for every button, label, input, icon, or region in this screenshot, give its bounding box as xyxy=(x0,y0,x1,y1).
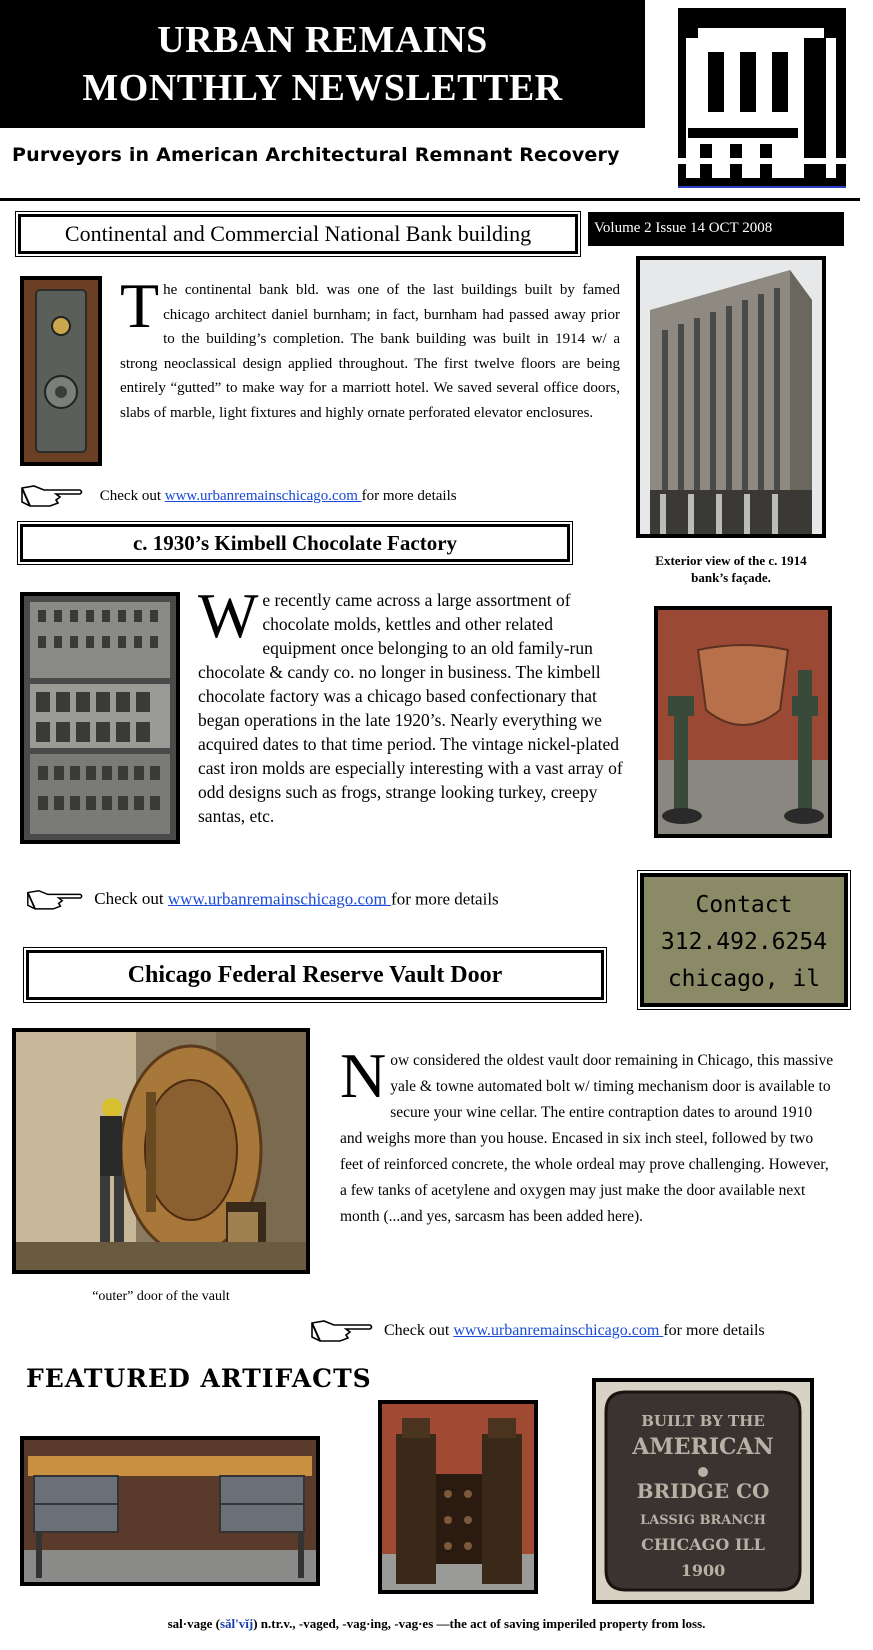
checkout-suffix: for more details xyxy=(391,889,499,909)
masthead xyxy=(0,0,645,128)
logo-building-image xyxy=(678,8,846,188)
section-heading-vault xyxy=(26,950,604,1000)
bridge-plaque-photo xyxy=(592,1378,814,1604)
office-door-photo xyxy=(20,276,102,466)
definition-text: ) n.tr.v., -vaged, -vag·ing, -vag·es —the act of saving imperiled property from loss. xyxy=(253,1616,706,1631)
section-title: Chicago Federal Reserve Vault Door xyxy=(127,962,503,988)
website-link[interactable]: www.urbanremainschicago.com xyxy=(167,889,392,909)
article-text: he continental bank bld. was one of the last buildings built by famed chicago architect daniel burnham; in fact, burnham had passed away prior to the building’s completion. The bank building was built in 1914 w/ a strong neoclassical design applied throughout. The first twelve floors are being entirely “gutted” to make way for a marriott hotel. We saved several office doors, slabs of marble, light fixtures and highly ornate perforated elevator enclosures. xyxy=(120,282,620,421)
checkout-suffix: for more details xyxy=(361,487,457,504)
industrial-desk-photo xyxy=(20,1436,320,1586)
chocolate-molds-photo xyxy=(20,592,180,844)
article-text: e recently came across a large assortment of chocolate molds, kettles and other related equipment once belonging to an old family-run chocolate & candy co. no longer in business. The kimbell chocolate factory was a chicago based confectionary that began operations in the late 1920’s. Nearly everything we acquired dates to that time period. The vintage nickel-plated cast iron molds are especially interesting with a vast array of odd designs such as frogs, strange looking turkey, creepy santas, etc. xyxy=(198,590,623,826)
checkout-prefix: Check out xyxy=(94,889,168,909)
plaque-line: BRIDGE CO xyxy=(636,1479,770,1503)
checkout-line-1 xyxy=(20,480,457,513)
volume-issue-bar: Volume 2 Issue 14 OCT 2008 xyxy=(588,212,844,246)
bank-building-photo xyxy=(636,256,826,538)
bank-photo-caption: Exterior view of the c. 1914 bank’s façade. xyxy=(655,553,807,585)
checkout-suffix: for more details xyxy=(663,1322,765,1340)
article-text: ow considered the oldest vault door remaining in Chicago, this massive yale & towne automated bolt w/ timing mechanism door is available to secure your wine cellar. The entire contraption dates to around 1910 and weighs more than you house. Encased in six inch steel, followed by two feet of reinforced concrete, the whole ordeal may prove challenging. However, a few tanks of acetylene and oxygen may just make the door available next month (...and yes, sarcasm has been added here). xyxy=(340,1052,834,1225)
section-title: Continental and Commercial National Bank building xyxy=(64,221,532,246)
tagline: Purveyors in American Architectural Remnant Recovery xyxy=(12,144,620,166)
vault-door-photo xyxy=(12,1028,310,1274)
vault-article-body xyxy=(340,1040,834,1230)
cast-iron-newel-posts-photo xyxy=(378,1400,538,1594)
plaque-line: LASSIG BRANCH xyxy=(640,1513,766,1528)
pointing-hand-icon xyxy=(26,884,84,917)
bank-article-body xyxy=(120,270,620,425)
pointing-hand-icon xyxy=(20,480,84,513)
definition-pronunciation: săl'vĭj xyxy=(219,1616,254,1631)
pointing-hand-icon xyxy=(310,1314,374,1349)
checkout-line-2 xyxy=(26,884,499,917)
contact-phone: 312.492.6254 xyxy=(660,929,828,955)
checkout-line-3 xyxy=(310,1314,765,1349)
plaque-line: 1900 xyxy=(680,1561,726,1580)
checkout-prefix: Check out xyxy=(99,487,165,504)
contact-label: Contact xyxy=(695,892,793,918)
section-heading-chocolate xyxy=(20,524,570,562)
newsletter-title: URBAN REMAINS MONTHLY NEWSLETTER xyxy=(82,19,563,109)
chocolate-article-body xyxy=(198,580,624,828)
featured-artifacts-heading: FEATURED ARTIFACTS xyxy=(26,1364,372,1393)
logo-underline xyxy=(678,186,846,188)
plaque-line: BUILT BY THE xyxy=(641,1412,765,1430)
dropcap: W xyxy=(198,580,259,651)
plaque-line: CHICAGO ILL xyxy=(641,1535,765,1554)
header-rule xyxy=(0,198,860,201)
dropcap: T xyxy=(120,270,160,341)
vault-photo-caption: “outer” door of the vault xyxy=(92,1289,230,1304)
contact-box xyxy=(640,873,848,1007)
section-heading-bank xyxy=(18,214,578,254)
salvage-definition xyxy=(0,1616,873,1632)
contact-city: chicago, il xyxy=(667,966,821,992)
copper-kettle-photo xyxy=(654,606,832,838)
website-link[interactable]: www.urbanremainschicago.com xyxy=(453,1322,664,1340)
dropcap: N xyxy=(340,1040,387,1111)
website-link[interactable]: www.urbanremainschicago.com xyxy=(164,487,362,504)
definition-word: sal·vage ( xyxy=(167,1616,220,1631)
section-title: c. 1930’s Kimbell Chocolate Factory xyxy=(132,531,458,555)
checkout-prefix: Check out xyxy=(384,1322,454,1340)
plaque-line: AMERICAN xyxy=(632,1434,774,1460)
